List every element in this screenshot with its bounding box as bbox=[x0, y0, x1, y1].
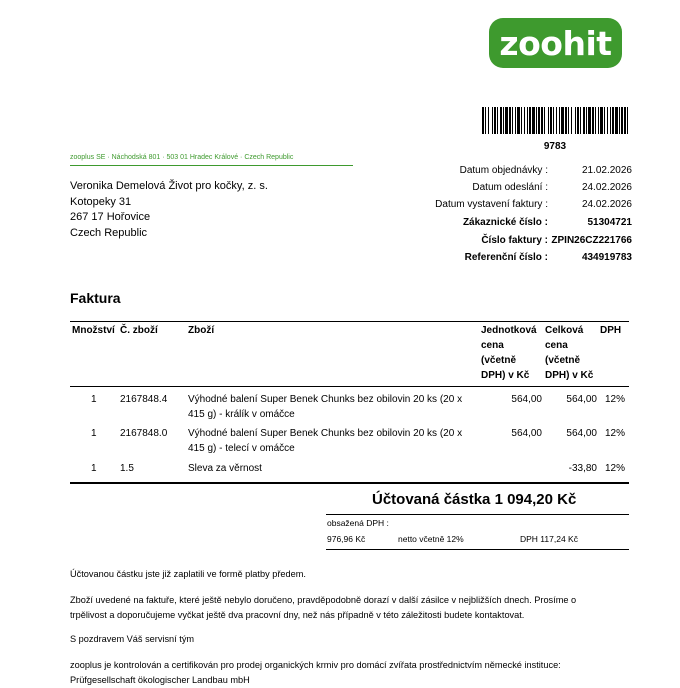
row-qty: 1 bbox=[91, 428, 97, 439]
sender-divider bbox=[70, 165, 353, 166]
meta-value: 24.02.2026 bbox=[581, 199, 632, 210]
barcode-bar bbox=[556, 107, 557, 134]
barcode-bar bbox=[568, 107, 569, 134]
table-bottom-rule bbox=[70, 482, 629, 484]
header-unit-line: Jednotková bbox=[481, 325, 537, 336]
barcode-bar bbox=[538, 107, 540, 134]
meta-label: Zákaznické číslo : bbox=[462, 217, 548, 228]
barcode-bar bbox=[532, 107, 535, 134]
barcode-bar bbox=[580, 107, 581, 134]
meta-label: Datum objednávky : bbox=[459, 165, 548, 176]
row-vat: 12% bbox=[605, 428, 626, 439]
barcode-bar bbox=[512, 107, 513, 134]
barcode-bar bbox=[482, 107, 484, 134]
zoohit-logo: zoohit bbox=[489, 18, 622, 68]
row-sku: 2167848.4 bbox=[120, 394, 168, 405]
row-sku: 2167848.0 bbox=[120, 428, 168, 439]
table-top-rule bbox=[70, 321, 629, 322]
header-total-line: (včetně bbox=[545, 355, 581, 366]
meta-label: Číslo faktury : bbox=[481, 235, 548, 246]
meta-label: Referenční číslo : bbox=[464, 252, 548, 263]
barcode-bar bbox=[619, 107, 620, 134]
recipient-name: Veronika Demelová Život pro kočky, z. s. bbox=[70, 180, 268, 192]
barcode-bar bbox=[607, 107, 608, 134]
row-item bbox=[188, 426, 462, 456]
barcode-bar bbox=[529, 107, 531, 134]
barcode-bar bbox=[536, 107, 537, 134]
barcode-bar bbox=[610, 107, 611, 134]
barcode-bar bbox=[509, 107, 511, 134]
header-unit-line: (včetně bbox=[481, 355, 517, 366]
barcode-bar bbox=[615, 107, 618, 134]
barcode-bar bbox=[575, 107, 576, 134]
vat-net-label: netto včetně 12% bbox=[398, 534, 464, 544]
row-item-line: Výhodné balení Super Benek Chunks bez obilovin 20 ks (20 x bbox=[188, 428, 463, 439]
barcode-bar bbox=[494, 107, 496, 134]
row-item-line: 415 g) - králík v omáčce bbox=[188, 409, 295, 420]
row-vat: 12% bbox=[605, 394, 626, 405]
row-item-line: 415 g) - telecí v omáčce bbox=[188, 443, 295, 454]
barcode-bar bbox=[612, 107, 614, 134]
row-item bbox=[188, 392, 462, 422]
barcode-bar bbox=[548, 107, 549, 134]
header-item: Zboží bbox=[188, 325, 215, 336]
row-unit-price: 564,00 bbox=[511, 394, 542, 405]
barcode-bar bbox=[600, 107, 603, 134]
barcode-bar bbox=[577, 107, 579, 134]
meta-label: Datum vystavení faktury : bbox=[435, 199, 548, 210]
header-total-line: DPH) v Kč bbox=[545, 370, 594, 381]
meta-value: 21.02.2026 bbox=[581, 165, 632, 176]
row-qty: 1 bbox=[91, 463, 97, 474]
sender-address: zooplus SE · Náchodská 801 · 503 01 Hradec Králové · Czech Republic bbox=[70, 154, 294, 161]
delivery-note bbox=[70, 593, 630, 623]
barcode bbox=[482, 107, 628, 134]
organic-note bbox=[70, 658, 630, 688]
table-header-rule bbox=[70, 386, 629, 387]
barcode-bar bbox=[624, 107, 626, 134]
header-total-price bbox=[545, 323, 593, 383]
recipient-street: Kotopeky 31 bbox=[70, 196, 132, 208]
delivery-note-line: Zboží uvedené na faktuře, které ještě nebylo doručeno, pravděpodobně dorazí v další zásilce v nejbližších dnech. Prosíme o bbox=[70, 595, 577, 605]
barcode-bar bbox=[621, 107, 623, 134]
header-total-line: cena bbox=[545, 340, 568, 351]
delivery-note-line: trpělivost a doporučujeme vyčkat ještě dva pracovní dny, než nás případně v této záležitosti budete kontaktovat. bbox=[70, 610, 525, 620]
barcode-bar bbox=[544, 107, 545, 134]
row-total-price: 564,00 bbox=[566, 394, 597, 405]
organic-institute: Prüfgesellschaft ökologischer Landbau mbH bbox=[70, 675, 250, 685]
regards: S pozdravem Váš servisní tým bbox=[70, 634, 195, 644]
header-qty: Množství bbox=[72, 325, 115, 336]
amount-charged: Účtovaná částka 1 094,20 Kč bbox=[372, 491, 577, 508]
barcode-bar bbox=[521, 107, 522, 134]
barcode-bar bbox=[598, 107, 599, 134]
header-unit-price bbox=[481, 323, 537, 383]
invoice-title: Faktura bbox=[70, 290, 121, 306]
recipient-city: 267 17 Hořovice bbox=[70, 211, 151, 223]
header-vat: DPH bbox=[600, 325, 622, 336]
recipient-country: Czech Republic bbox=[70, 227, 148, 239]
paid-note: Účtovanou částku jste již zaplatili ve formě platby předem. bbox=[70, 569, 306, 579]
header-unit-line: cena bbox=[481, 340, 504, 351]
vat-base-amount: 976,96 Kč bbox=[327, 534, 366, 544]
barcode-bar bbox=[488, 107, 489, 134]
barcode-bar bbox=[561, 107, 564, 134]
vat-included-label: obsažená DPH : bbox=[327, 518, 389, 528]
barcode-bar bbox=[515, 107, 516, 134]
barcode-number: 9783 bbox=[543, 141, 567, 152]
barcode-bar bbox=[553, 107, 554, 134]
header-unit-line: DPH) v Kč bbox=[481, 370, 530, 381]
barcode-bar bbox=[604, 107, 605, 134]
barcode-bar bbox=[588, 107, 591, 134]
barcode-bar bbox=[503, 107, 504, 134]
barcode-bar bbox=[485, 107, 486, 134]
barcode-bar bbox=[627, 107, 628, 134]
barcode-bar bbox=[497, 107, 498, 134]
row-item: Sleva za věrnost bbox=[188, 463, 262, 474]
total-rule bbox=[326, 514, 629, 515]
barcode-bar bbox=[583, 107, 585, 134]
row-vat: 12% bbox=[605, 463, 626, 474]
meta-value: 51304721 bbox=[587, 217, 632, 228]
row-qty: 1 bbox=[91, 394, 97, 405]
meta-value: ZPIN26CZ221766 bbox=[551, 235, 632, 246]
barcode-bar bbox=[550, 107, 552, 134]
barcode-bar bbox=[505, 107, 508, 134]
barcode-bar bbox=[500, 107, 502, 134]
barcode-bar bbox=[595, 107, 596, 134]
row-item-line: Výhodné balení Super Benek Chunks bez obilovin 20 ks (20 x bbox=[188, 394, 463, 405]
barcode-bar bbox=[592, 107, 594, 134]
barcode-bar bbox=[527, 107, 528, 134]
row-total-price: 564,00 bbox=[566, 428, 597, 439]
header-sku: Č. zboží bbox=[120, 325, 158, 336]
barcode-bar bbox=[524, 107, 525, 134]
row-unit-price: 564,00 bbox=[511, 428, 542, 439]
barcode-bar bbox=[541, 107, 543, 134]
meta-value: 434919783 bbox=[581, 252, 632, 263]
row-total-price: -33,80 bbox=[568, 463, 597, 474]
meta-value: 24.02.2026 bbox=[581, 182, 632, 193]
barcode-bar bbox=[565, 107, 567, 134]
meta-label: Datum odeslání : bbox=[472, 182, 548, 193]
row-sku: 1.5 bbox=[120, 463, 134, 474]
barcode-bar bbox=[492, 107, 493, 134]
vat-rule bbox=[326, 549, 629, 550]
barcode-bar bbox=[559, 107, 560, 134]
vat-amount: DPH 117,24 Kč bbox=[520, 534, 578, 544]
barcode-bar bbox=[571, 107, 572, 134]
header-total-line: Celková bbox=[545, 325, 584, 336]
barcode-bar bbox=[586, 107, 587, 134]
organic-note-line: zooplus je kontrolován a certifikován pro prodej organických krmiv pro domácí zvířata prostřednictvím německé instituce: bbox=[70, 660, 561, 670]
barcode-bar bbox=[517, 107, 520, 134]
